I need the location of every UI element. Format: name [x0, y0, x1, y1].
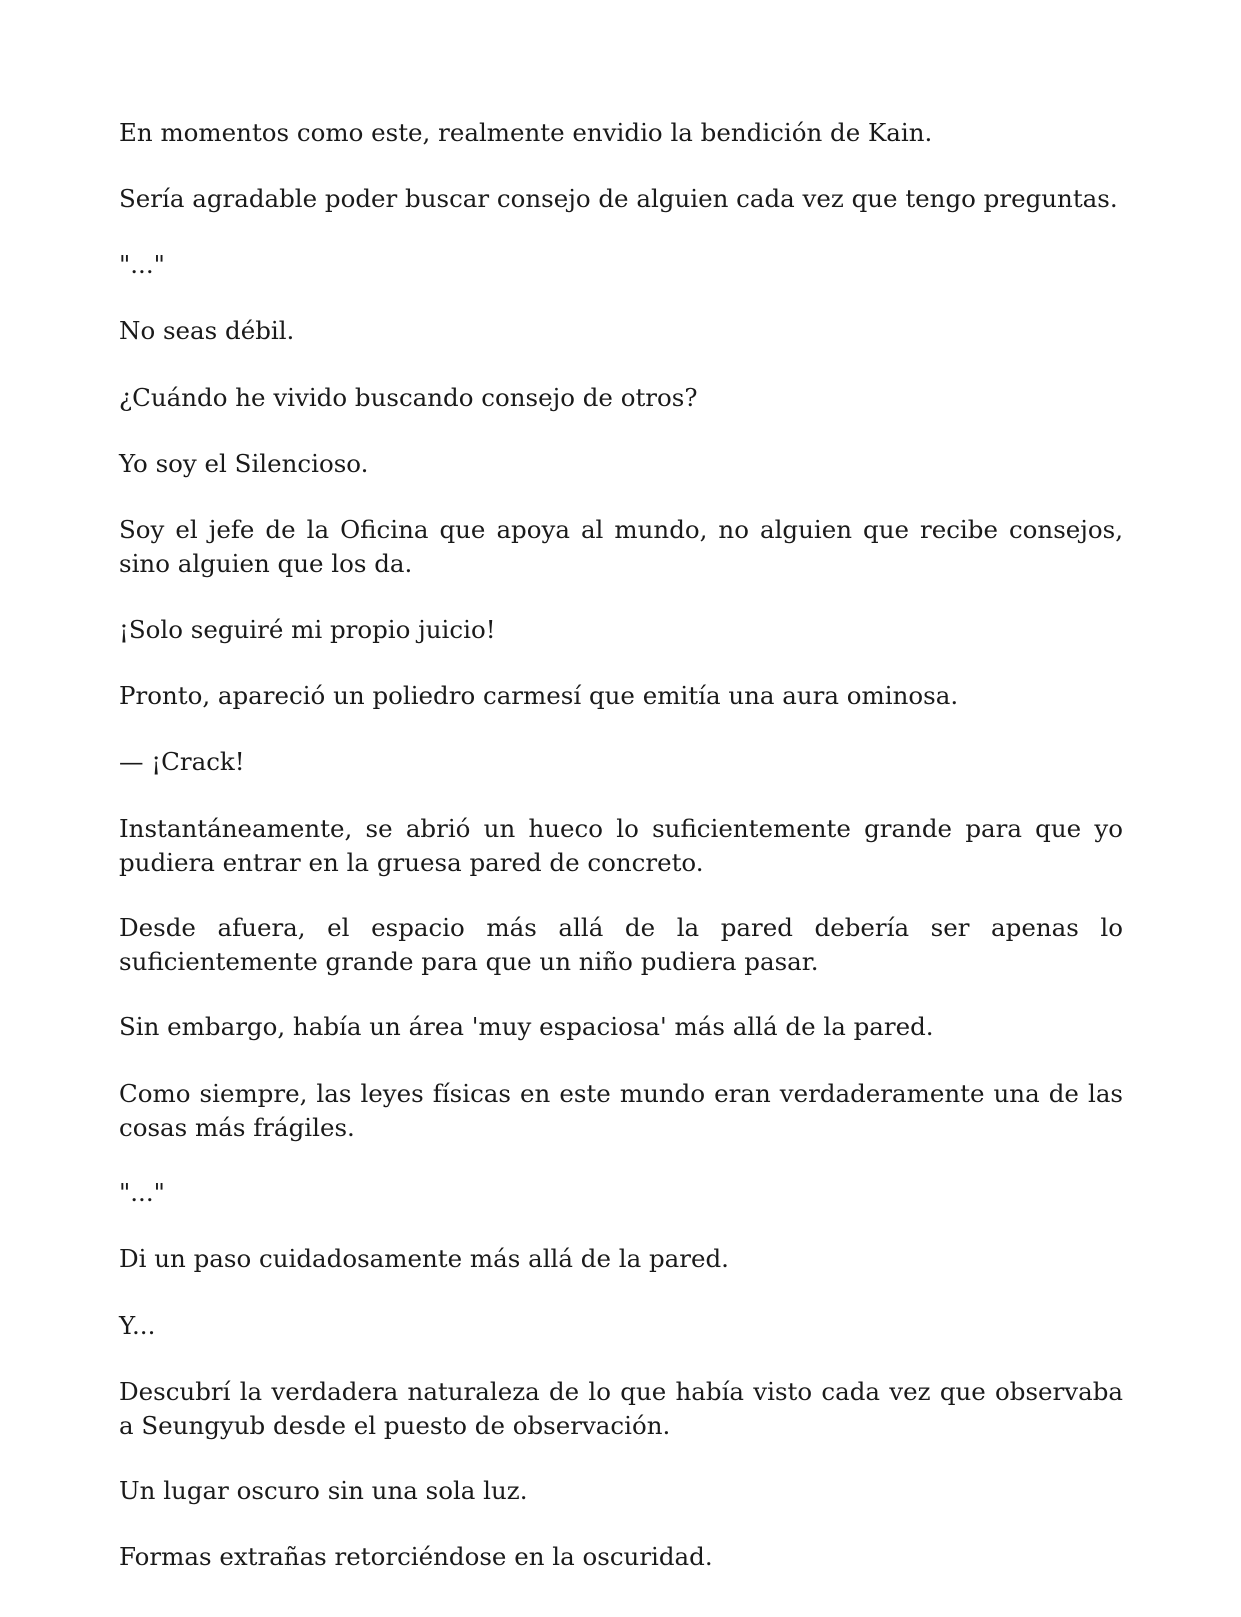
paragraph: Desde afuera, el espacio más allá de la pared debería ser apenas lo suficientemente grande para que un niño pudiera pasar. [119, 913, 1123, 976]
paragraph: — ¡Crack! [119, 747, 245, 776]
paragraph: Instantáneamente, se abrió un hueco lo suficientemente grande para que yo pudiera entrar en la gruesa pared de concreto. [119, 814, 1123, 877]
paragraph: ¡Solo seguiré mi propio juicio! [119, 615, 496, 644]
paragraph: Un lugar oscuro sin una sola luz. [119, 1476, 528, 1505]
paragraph: Yo soy el Silencioso. [119, 449, 369, 478]
paragraph: Pronto, apareció un poliedro carmesí que emitía una aura ominosa. [119, 681, 959, 710]
paragraph: Y... [119, 1311, 156, 1340]
paragraph: En momentos como este, realmente envidio la bendición de Kain. [119, 118, 933, 147]
paragraph: Sin embargo, había un área 'muy espaciosa' más allá de la pared. [119, 1012, 934, 1041]
paragraph: Soy el jefe de la Oficina que apoya al mundo, no alguien que recibe consejos, sino alguien que los da. [119, 515, 1123, 578]
paragraph: No seas débil. [119, 316, 295, 345]
paragraph: Descubrí la verdadera naturaleza de lo que había visto cada vez que observaba a Seungyub desde el puesto de observación. [119, 1377, 1123, 1440]
paragraph: "..." [119, 1178, 165, 1207]
paragraph: "..." [119, 250, 165, 279]
paragraph: Como siempre, las leyes físicas en este mundo eran verdaderamente una de las cosas más frágiles. [119, 1079, 1123, 1142]
paragraph: Formas extrañas retorciéndose en la oscuridad. [119, 1542, 713, 1571]
paragraph: Sería agradable poder buscar consejo de alguien cada vez que tengo preguntas. [119, 184, 1118, 213]
paragraph: ¿Cuándo he vivido buscando consejo de otros? [119, 383, 698, 412]
paragraph: Di un paso cuidadosamente más allá de la pared. [119, 1244, 729, 1273]
